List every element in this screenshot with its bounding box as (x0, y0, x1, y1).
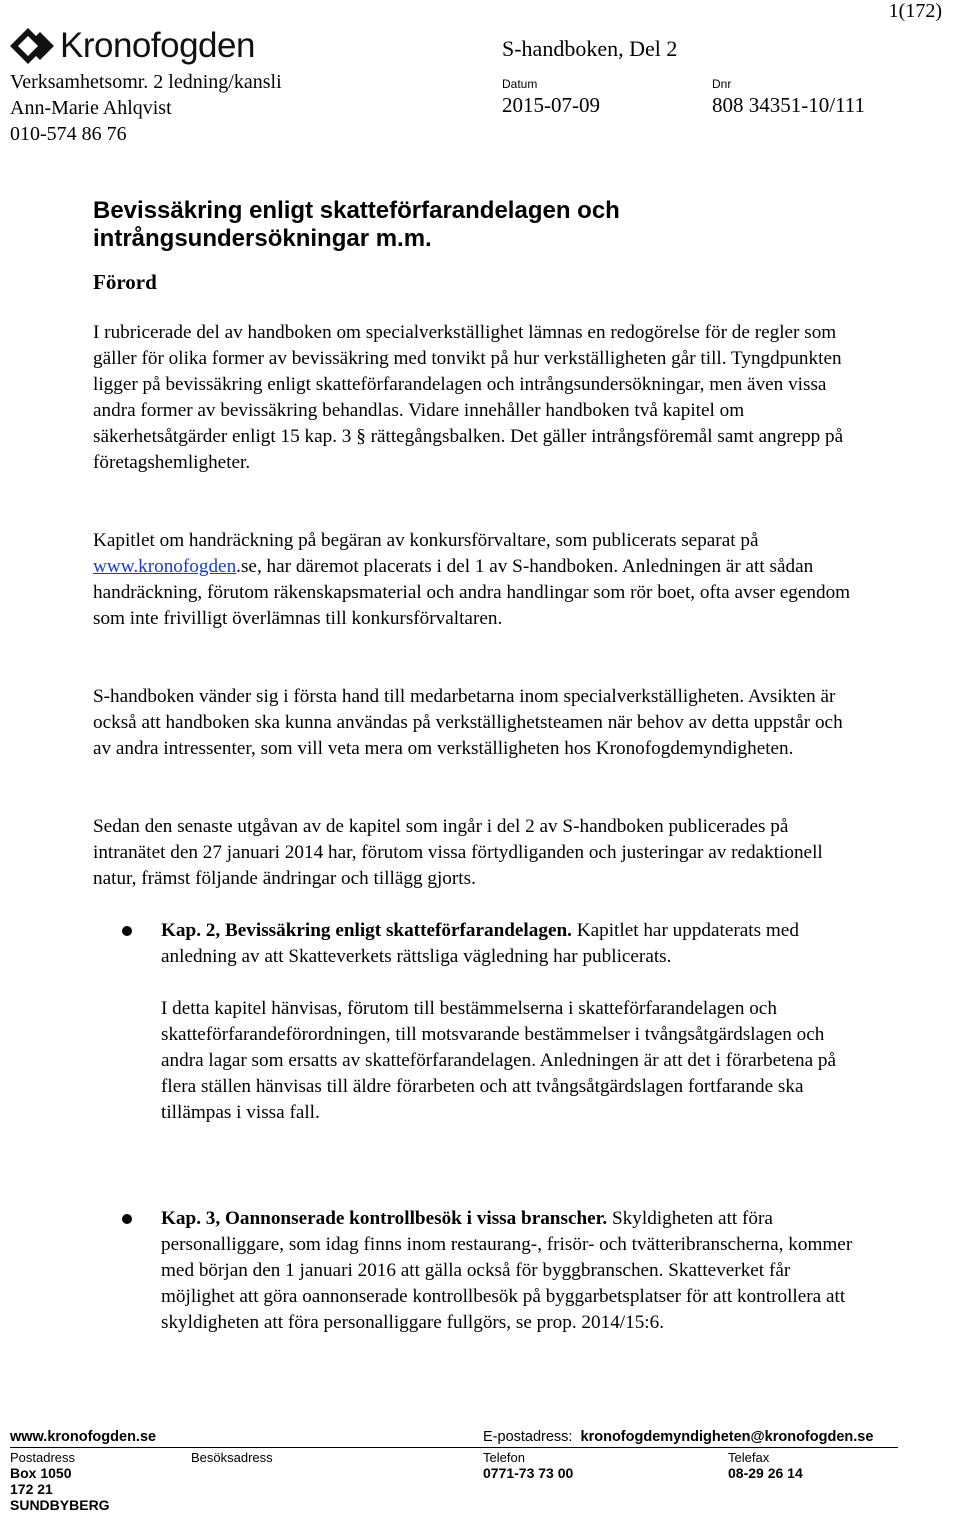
paragraph-text: Sedan den senaste utgåvan av de kapitel som ingår i del 2 av S-handboken publicerades på intranätet den 27 januari 2014 har, förutom vissa förtydliganden och justeringar av redaktionell natur, främst följande ändringar och tillägg gjorts. (93, 816, 823, 889)
paragraph-text: S-handboken vänder sig i första hand till medarbetarna inom specialverkställigheten. Avsikten är också att handboken ska kunna användas på verkställighetsteamen när behov av detta uppstår och av andra intressenter, som vill veta mera om verkställigheten hos Kronofogdemyndigheten. (93, 686, 843, 759)
paragraph-text: Kapitlet om handräckning på begäran av konkursförvaltare, som publicerats separat på (93, 530, 759, 551)
list-item-extra: I detta kapitel hänvisas, förutom till bestämmelserna i skatteförfarandelagen och skatteförfarandeförordningen, till motsvarande bestämmelser i tvångsåtgärdslagen och andra lagar som ersatts av skatteförfarandelagen. Anledningen är att det i förarbetena på flera ställen hänvisas till äldre förarbeten och att tvångsåtgärdslagen fortfarande ska tillämpas i vissa fall. (161, 998, 836, 1123)
footer-postadress (10, 1465, 110, 1513)
datum-label: Datum (502, 77, 538, 91)
logo (10, 26, 255, 66)
paragraph-changes (93, 814, 853, 892)
footer-besoksadress-label: Besöksadress (191, 1450, 273, 1465)
footer-telefon-label: Telefon (483, 1450, 525, 1465)
footer-telefax-value: 08-29 26 14 (728, 1465, 803, 1481)
paragraph-audience (93, 684, 853, 762)
bullet-icon (122, 926, 132, 936)
list-item-heading: Kap. 3, Oannonserade kontrollbesök i vissa branscher. (161, 1208, 608, 1229)
dnr-value: 808 34351-10/111 (712, 93, 866, 117)
paragraph-text: I rubricerade del av handboken om specialverkställighet lämnas en redogörelse för de regler som gäller för olika former av bevissäkring med tonvikt på hur verkställigheten går till. Tyngdpunkten ligger på bevissäkring enligt skatteförfarandelagen och intrångsundersökningar, men även vissa andra former av bevissäkring behandlas. Vidare innehåller handboken två kapitel om säkerhetsåtgärder enligt 15 kap. 3 § rättegångsbalken. Det gäller intrångsföremål samt angrepp på företagshemligheter. (93, 322, 844, 473)
footer-postadress-label: Postadress (10, 1450, 76, 1465)
page-number: 1(172) (888, 0, 942, 22)
footer-website: www.kronofogden.se (10, 1429, 157, 1445)
author: Ann-Marie Ahlqvist (10, 97, 172, 119)
list-item (161, 918, 861, 1126)
footer-email-value: kronofogdemyndigheten@kronofogden.se (580, 1429, 874, 1445)
footer-postadress-line: 172 21 (10, 1481, 53, 1497)
list-item (161, 1206, 861, 1336)
logo-text: Kronofogden (60, 26, 255, 65)
author-phone: 010-574 86 76 (10, 123, 127, 145)
kronofogden-link[interactable]: www.kronofogden (93, 556, 237, 577)
list-item-heading: Kap. 2, Bevissäkring enligt skatteförfarandelagen. (161, 920, 572, 941)
footer-telefax-label: Telefax (728, 1450, 770, 1465)
footer-postadress-line: SUNDBYBERG (10, 1497, 110, 1513)
footer-postadress-line: Box 1050 (10, 1465, 72, 1481)
bullet-icon (122, 1214, 132, 1224)
footer-divider (10, 1447, 898, 1448)
page-title (93, 197, 793, 253)
footer-email (483, 1429, 873, 1445)
doc-title: S-handboken, Del 2 (502, 36, 678, 61)
datum-value: 2015-07-09 (502, 93, 600, 117)
list-item-text: Kapitlet har uppdaterats med anledning av att Skatteverkets rättsliga vägledning har publicerats. (161, 920, 799, 967)
footer-telefon-value: 0771-73 73 00 (483, 1465, 574, 1481)
paragraph-handrackning (93, 528, 853, 632)
paragraph-text: .se, har däremot placerats i del 1 av S-handboken. Anledningen är att sådan handräckning, förutom räkenskapsmaterial och andra handlingar som rör boet, ofta avser egendom som inte frivilligt överlämnas till konkursförvaltaren. (93, 556, 851, 629)
footer-email-label: E-postadress: (483, 1429, 573, 1445)
kronofogden-diamond-icon (10, 26, 56, 66)
list-item-text: Skyldigheten att föra personalliggare, som idag finns inom restaurang-, frisör- och tvätteribranscherna, kommer med början den 1 januari 2016 att gälla också för byggbranschen. Skatteverket får möjlighet att göra oannonserade kontrollbesök på byggarbetsplatser för att kontrollera att skyldigheten att föra personalliggare fullgörs, se prop. 2014/15:6. (161, 1208, 853, 1333)
page-title-line2: intrångsundersökningar m.m. (93, 225, 432, 252)
page-title-line1: Bevissäkring enligt skatteförfarandelagen och (93, 197, 620, 224)
section-heading: Förord (93, 270, 157, 294)
department: Verksamhetsomr. 2 ledning/kansli (10, 71, 282, 93)
paragraph-intro (93, 320, 853, 476)
dnr-label: Dnr (712, 77, 732, 91)
